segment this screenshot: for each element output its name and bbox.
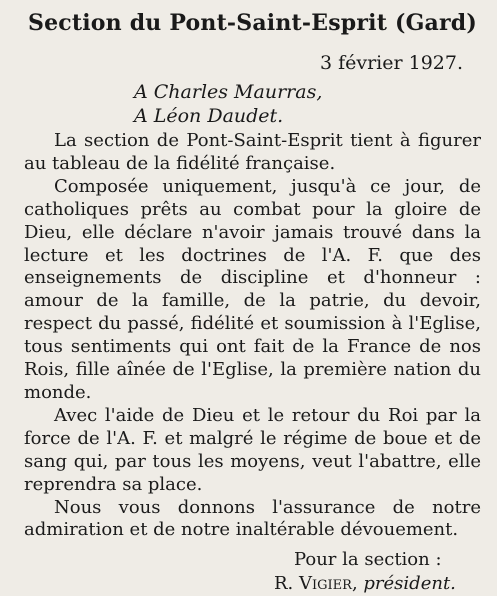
paragraph: Avec l'aide de Dieu et le retour du Roi par la force de l'A. F. et malgré le régime de boue et de sang qui, par tous les moyens, veut l'abattre, elle reprendra sa place. [24, 404, 481, 495]
paragraph: Composée uniquement, jusqu'à ce jour, de catholiques prêts au combat pour la gloire de Dieu, elle déclare n'avoir jamais trouvé dans la lecture et les doctrines de l'A. F. que des enseignements de discipline et d'honneur : amour de la famille, de la patrie, du devoir, respect du passé, fidélité et soumission à l'Eglise, tous sentiments qui ont fait de la France de nos Rois, fille aînée de l'Eglise, la première nation du monde. [24, 175, 481, 403]
signature-intro: Pour la section : [294, 549, 442, 571]
signer-name: Vigier [299, 573, 352, 595]
article-body [24, 130, 481, 542]
signer-initial: R. [274, 573, 294, 595]
paragraph: La section de Pont-Saint-Esprit tient à figurer au tableau de la fidélité française. [24, 130, 481, 174]
signature-block [24, 548, 481, 596]
addressee-maurras: A Charles Maurras, [134, 81, 323, 103]
addressee-daudet: A Léon Daudet. [134, 105, 284, 127]
salutation [24, 80, 481, 128]
article-date: 3 février 1927. [319, 52, 463, 74]
signature-line: R. Vigier, président. [274, 573, 456, 595]
article-title: Section du Pont-Saint-Esprit (Gard) [27, 10, 477, 36]
signer-role: président. [363, 573, 456, 595]
paragraph: Nous vous donnons l'assurance de notre admiration et de notre inaltérable dévouement. [24, 496, 481, 541]
